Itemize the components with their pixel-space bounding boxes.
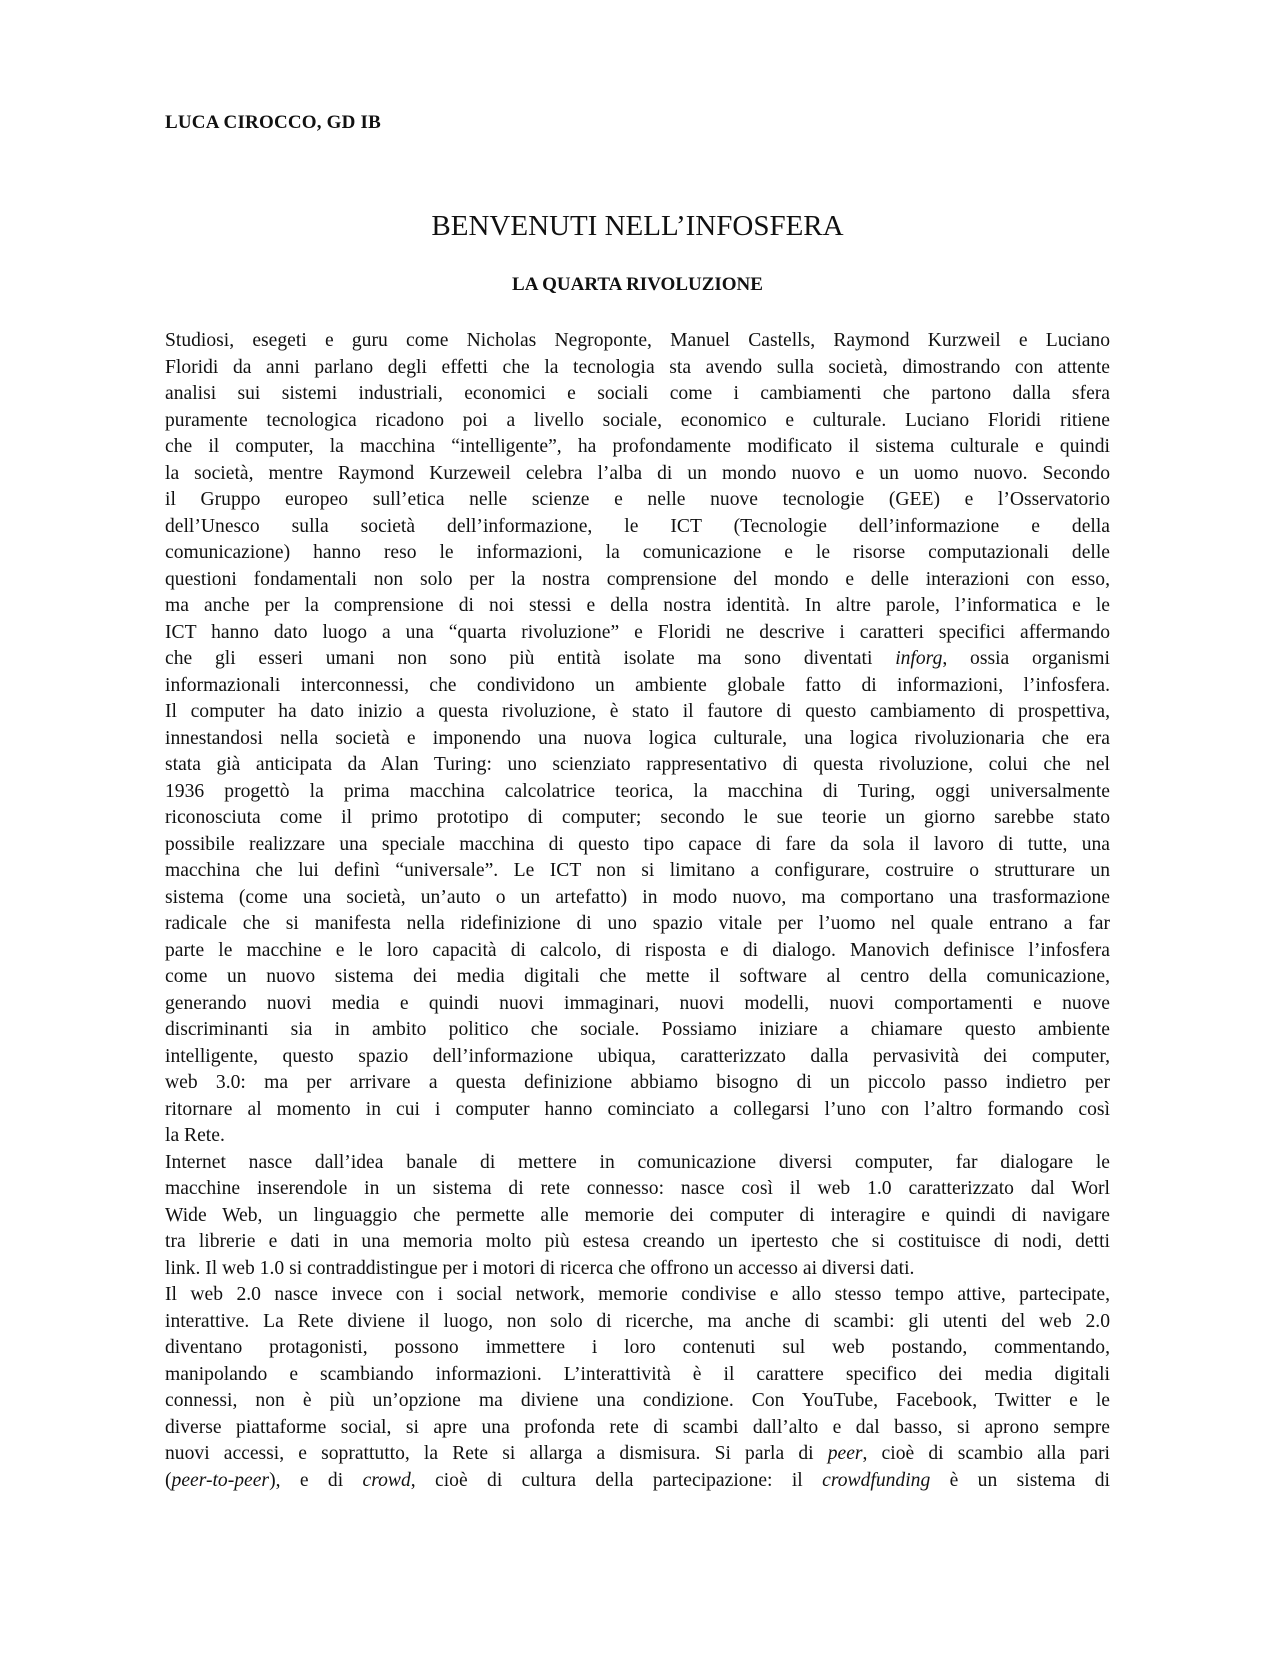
text-line: dell’Unesco sulla società dell’informazione, le ICT (Tecnologie dell’informazione e della [165,515,1110,537]
text-line: questioni fondamentali non solo per la nostra comprensione del mondo e delle interazioni con esso, [165,568,1110,590]
text-line: 1936 progettò la prima macchina calcolatrice teorica, la macchina di Turing, oggi universalmente [165,780,1110,802]
text-line: intelligente, questo spazio dell’informazione ubiqua, caratterizzato dalla pervasività dei computer, [165,1045,1110,1067]
italic-term: peer-to-peer [171,1469,270,1491]
text-line [165,1468,1110,1495]
italic-term: peer [827,1443,863,1464]
text-line: manipolando e scambiando informazioni. L’interattività è il carattere specifico dei media digitali [165,1363,1110,1385]
text-line: diventano protagonisti, possono immettere i loro contenuti sul web postando, commentando, [165,1337,1110,1358]
text-line: che il computer, la macchina “intelligente”, ha profondamente modificato il sistema culturale e quindi [165,436,1110,457]
text-line: ritornare al momento in cui i computer hanno cominciato a collegarsi l’uno con l’altro formando così [165,1098,1110,1120]
text-segment: , cioè di scambio alla pari [862,1443,1110,1464]
text-line [165,646,1110,673]
text-line: la società, mentre Raymond Kurzeweil celebra l’alba di un mondo nuovo e un uomo nuovo. Secondo [165,462,1110,484]
text-line: web 3.0: ma per arrivare a questa definizione abbiamo bisogno di un piccolo passo indietro per [165,1072,1110,1093]
text-segment: , ossia organismi [942,648,1110,669]
text-line: interattive. La Rete diviene il luogo, non solo di ricerche, ma anche di scambi: gli utenti del web 2.0 [165,1310,1110,1332]
text-line: Internet nasce dall’idea banale di mettere in comunicazione diversi computer, far dialogare le [165,1151,1110,1173]
italic-term: crowd [362,1469,411,1491]
text-line: generando nuovi media e quindi nuovi immaginari, nuovi modelli, nuovi comportamenti e nuove [165,992,1110,1014]
text-line: possibile realizzare una speciale macchina di questo tipo capace di fare da sola il lavoro di tutte, una [165,833,1110,855]
text-line: connessi, non è più un’opzione ma diviene una condizione. Con YouTube, Facebook, Twitter e le [165,1390,1110,1411]
text-segment: cioè di cultura della partecipazione: il [435,1469,823,1491]
text-line [165,1441,1110,1468]
text-segment: ( [165,1469,172,1491]
text-line: innestandosi nella società e imponendo una nuova logica culturale, una logica rivoluzionaria che era [165,727,1110,749]
text-line: il Gruppo europeo sull’etica nelle scienze e nelle nuove tecnologie (GEE) e l’Osservatorio [165,489,1110,510]
text-line: macchina che lui definì “universale”. Le ICT non si limitano a configurare, costruire o strutturare un [165,860,1110,881]
text-segment: ), e di [269,1469,363,1491]
italic-term: crowdfunding [822,1469,931,1491]
text-line: Wide Web, un linguaggio che permette alle memorie dei computer di interagire e quindi di navigare [165,1204,1110,1226]
text-line: Il web 2.0 nasce invece con i social network, memorie condivise e allo stesso tempo attive, partecipate, [165,1284,1110,1305]
text-line: parte le macchine e le loro capacità di calcolo, di risposta e di dialogo. Manovich definisce l’infosfera [165,939,1110,961]
text-line: comunicazione) hanno reso le informazioni, la comunicazione e le risorse computazionali delle [165,542,1110,563]
text-line: riconosciuta come il primo prototipo di computer; secondo le sue teorie un giorno sarebbe stato [165,807,1110,828]
text-line: ICT hanno dato luogo a una “quarta rivoluzione” e Floridi ne descrive i caratteri specifici affermando [165,621,1110,643]
text-segment: è un sistema di [930,1469,1110,1491]
text-line: informazionali interconnessi, che condividono un ambiente globale fatto di informazioni, l’infosfera. [165,674,1110,696]
document-subtitle: LA QUARTA RIVOLUZIONE [512,274,763,295]
text-line: discriminanti sia in ambito politico che sociale. Possiamo iniziare a chiamare questo ambiente [165,1019,1110,1040]
text-segment: , [410,1469,436,1491]
text-line: Studiosi, esegeti e guru come Nicholas Negroponte, Manuel Castells, Raymond Kurzweil e Luciano [165,330,1110,351]
text-line: macchine inserendole in un sistema di rete connesso: nasce così il web 1.0 caratterizzato dal Worl [165,1178,1110,1199]
text-line: link. Il web 1.0 si contraddistingue per i motori di ricerca che offrono un accesso ai diversi dati. [165,1257,915,1279]
text-segment: che gli esseri umani non sono più entità isolate ma sono diventati [165,648,896,669]
text-line: puramente tecnologica ricadono poi a livello sociale, economico e culturale. Luciano Floridi ritiene [165,409,1110,431]
body-text [165,328,1110,1494]
text-line: diverse piattaforme social, si apre una profonda rete di scambi dall’alto e dal basso, si aprono sempre [165,1416,1110,1438]
document-title: BENVENUTI NELL’INFOSFERA [431,210,844,242]
text-line: Floridi da anni parlano degli effetti che la tecnologia sta avendo sulla società, dimostrando con attente [165,356,1110,378]
text-line: come un nuovo sistema dei media digitali che mette il software al centro della comunicazione, [165,966,1110,987]
italic-term: inforg [895,648,943,669]
text-line: analisi sui sistemi industriali, economici e sociali come i cambiamenti che partono dalla sfera [165,383,1110,404]
text-line: stata già anticipata da Alan Turing: uno scienziato rappresentativo di questa rivoluzione, colui che nel [165,754,1110,775]
text-segment: nuovi accessi, e soprattutto, la Rete si allarga a dismisura. Si parla di [165,1443,828,1464]
author-line: LUCA CIROCCO, GD IB [165,112,381,133]
text-line: ma anche per la comprensione di noi stessi e della nostra identità. In altre parole, l’informatica e le [165,595,1110,616]
text-line: tra librerie e dati in una memoria molto più estesa creando un ipertesto che si costituisce di nodi, detti [165,1231,1110,1252]
text-line: Il computer ha dato inizio a questa rivoluzione, è stato il fautore di questo cambiamento di prospettiva, [165,701,1110,722]
text-line: sistema (come una società, un’auto o un artefatto) in modo nuovo, ma comportano una trasformazione [165,886,1110,908]
text-line: radicale che si manifesta nella ridefinizione di uno spazio vitale per l’uomo nel quale entrano a far [165,913,1110,934]
text-line: la Rete. [165,1125,225,1146]
